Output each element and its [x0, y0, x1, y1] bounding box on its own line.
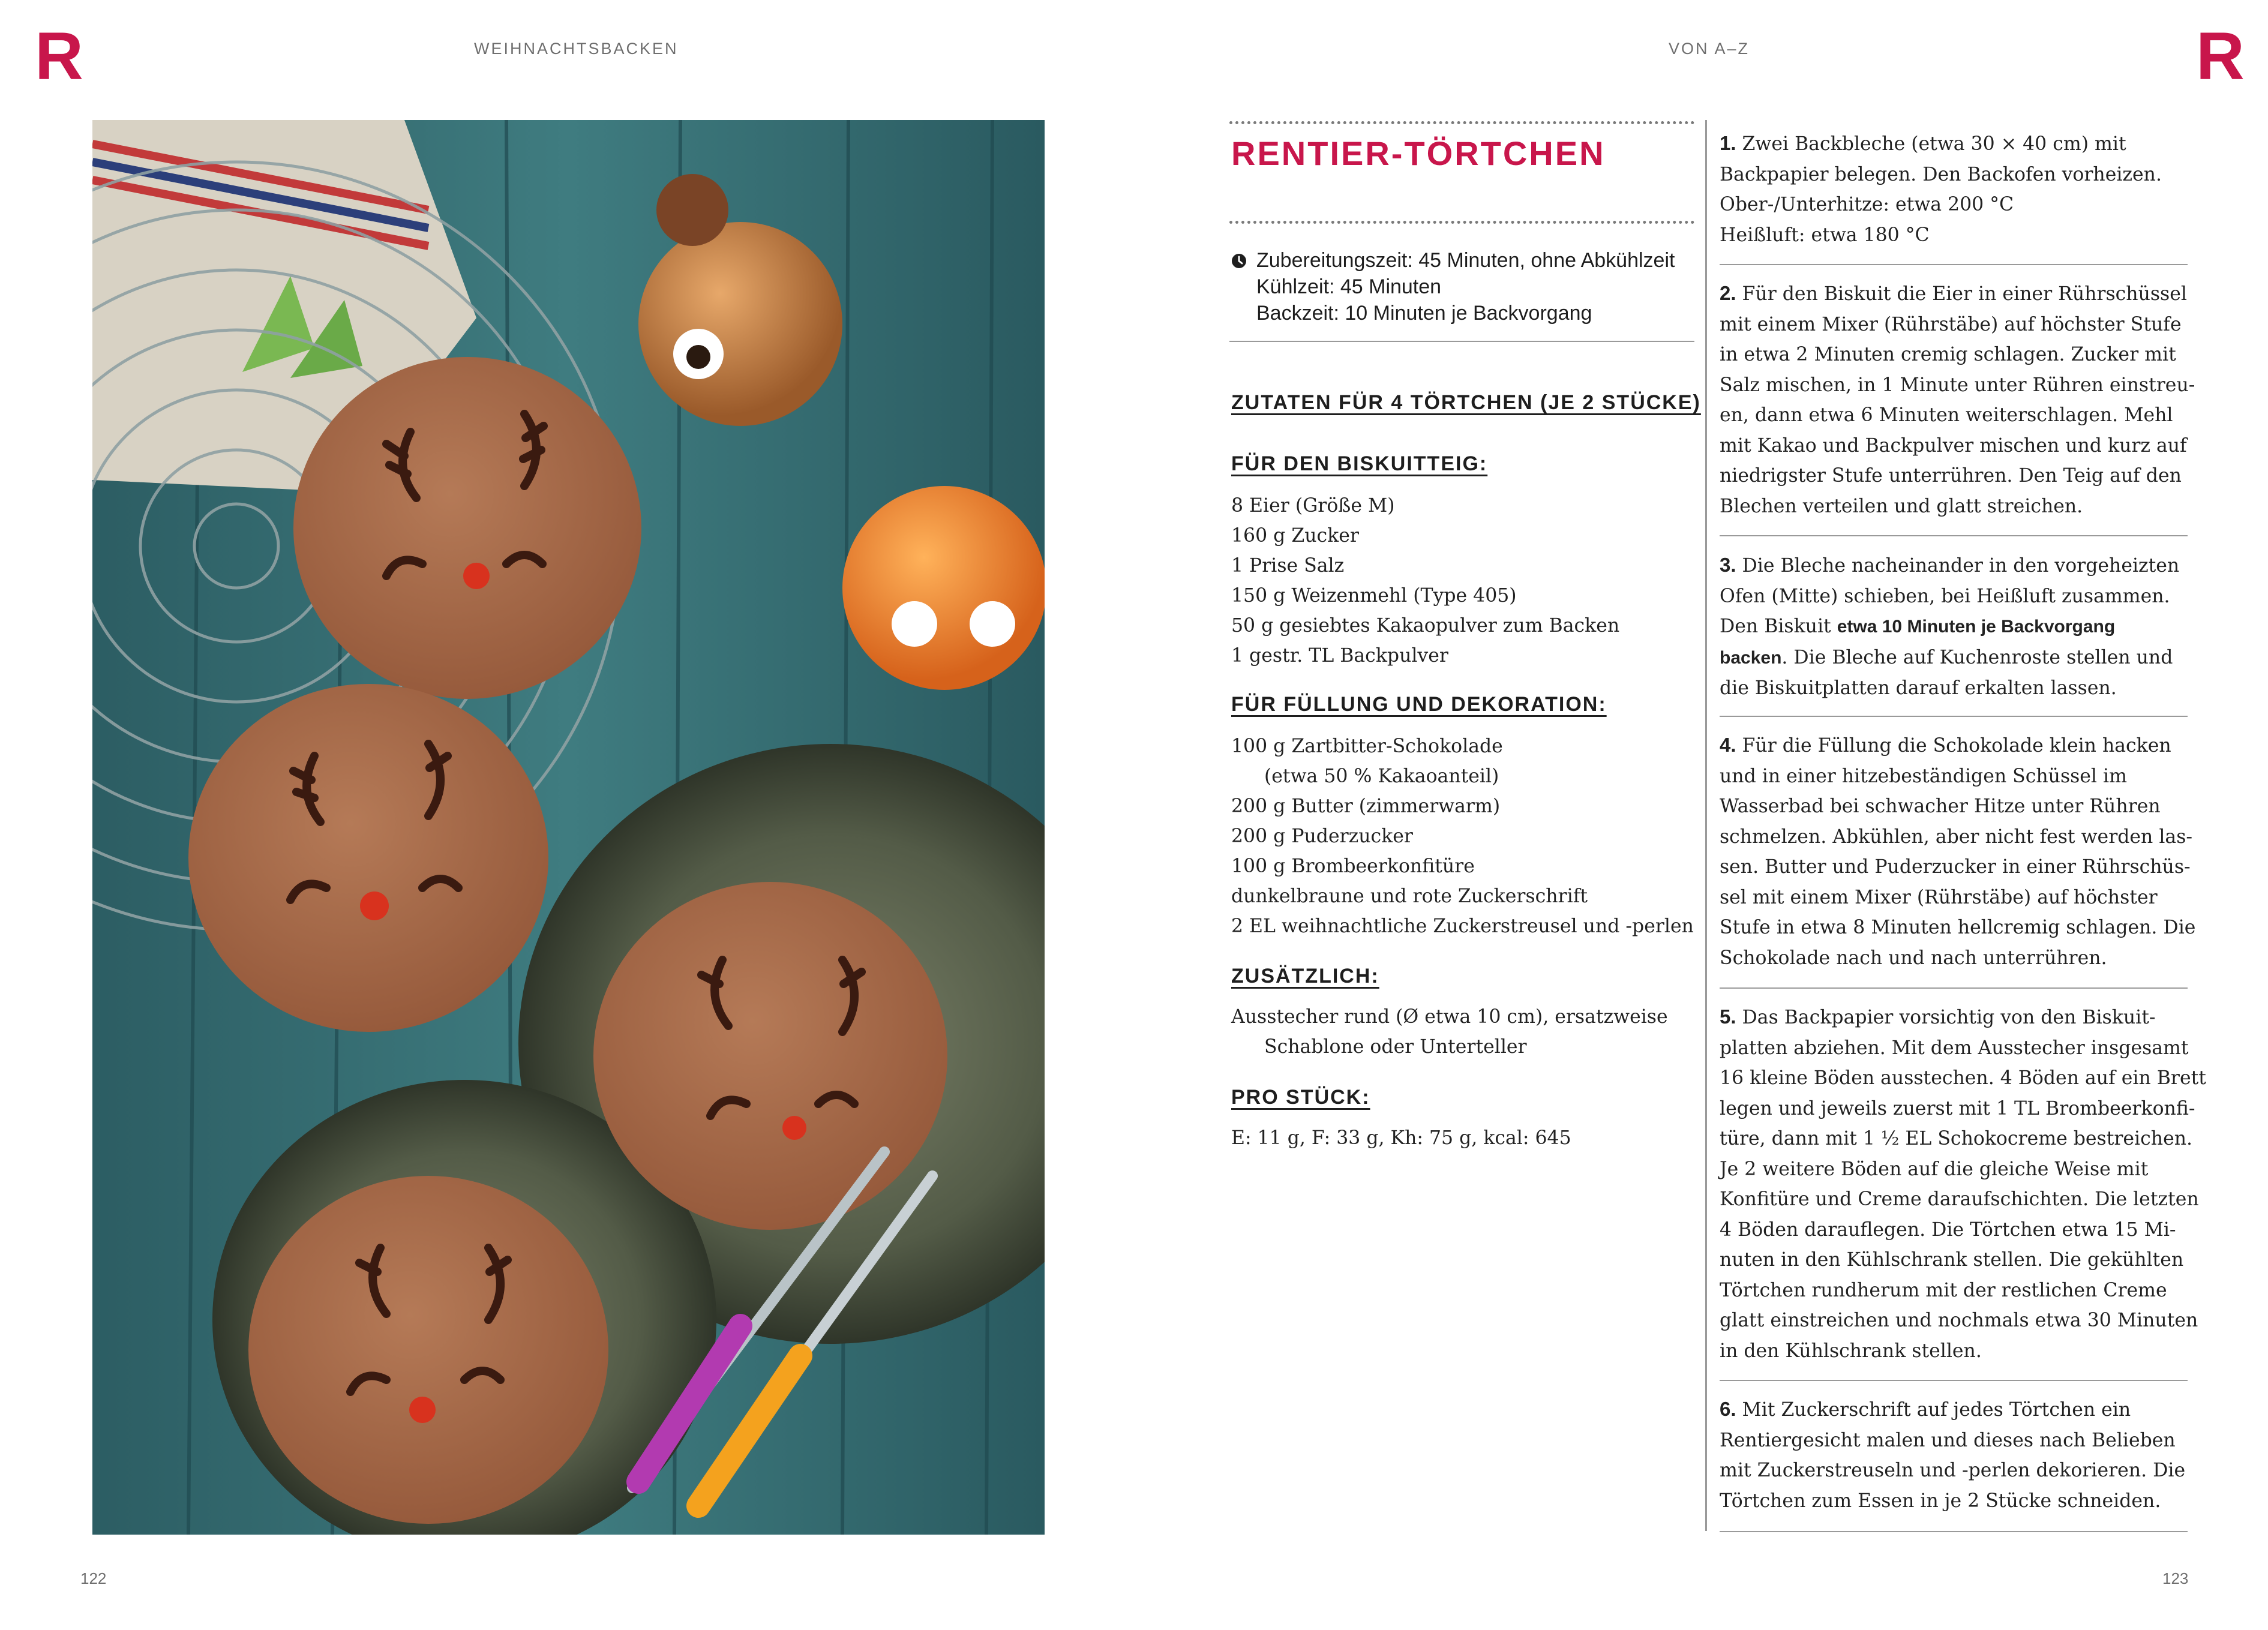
filling-ingredients [1231, 731, 1694, 941]
title-top-dotted-rule [1229, 121, 1694, 124]
step-divider [1720, 535, 2188, 536]
page-number-left: 122 [80, 1569, 107, 1587]
step-divider [1720, 1531, 2188, 1532]
step-text: Wasserbad bei schwacher Hitze unter Rühren [1720, 796, 2161, 817]
section-letter-right: R [2196, 19, 2245, 94]
step-text: niedrigster Stufe unterrühren. Den Teig auf den [1720, 465, 2182, 487]
step-bold-text: backen [1720, 647, 1782, 668]
step-text: Törtchen rundherum mit der restlichen Creme [1720, 1279, 2167, 1301]
step-text: schmelzen. Abkühlen, aber nicht fest werden las- [1720, 825, 2193, 848]
step-text: mit Zuckerstreuseln und -perlen dekorieren. Die [1720, 1460, 2186, 1481]
running-header-left: WEIHNACHTSBACKEN [474, 40, 679, 58]
ingredient-line: 1 Prise Salz [1231, 555, 1345, 577]
step-text: nuten in den Kühlschrank stellen. Die gekühlten [1720, 1249, 2184, 1271]
step-text: Stufe in etwa 8 Minuten hellcremig schlagen. Die [1720, 917, 2196, 938]
step-text: . Die Bleche auf Kuchenroste stellen und [1781, 646, 2173, 668]
step-text: Mit Zuckerschrift auf jedes Törtchen ein [1742, 1399, 2131, 1421]
step-text: Törtchen zum Essen in je 2 Stücke schneiden. [1720, 1490, 2161, 1512]
ingredients-heading: ZUTATEN FÜR 4 TÖRTCHEN (JE 2 STÜCKE) [1231, 391, 1701, 414]
ingredient-line: 150 g Weizenmehl (Type 405) [1231, 585, 1517, 607]
step-2 [1720, 278, 2195, 521]
ingredient-line: 50 g gesiebtes Kakaopulver zum Backen [1231, 615, 1620, 637]
ingredient-line: 8 Eier (Größe M) [1231, 495, 1395, 517]
step-text: legen und jeweils zuerst mit 1 TL Brombeerkonfi- [1720, 1097, 2195, 1119]
ingredient-line: 1 gestr. TL Backpulver [1231, 645, 1448, 667]
step-divider [1720, 264, 2188, 265]
step-text: Blechen verteilen und glatt streichen. [1720, 495, 2083, 517]
ingredient-line: dunkelbraune und rote Zuckerschrift [1231, 885, 1588, 907]
step-number: 6. [1720, 1398, 1736, 1420]
step-text: Schokolade nach und nach unterrühren. [1720, 947, 2107, 969]
ingredient-line: 200 g Puderzucker [1231, 825, 1413, 847]
step-text: 4 Böden darauflegen. Die Törtchen etwa 15 Mi- [1720, 1218, 2176, 1241]
step-text: türe, dann mit 1 ½ EL Schokocreme bestreichen. [1720, 1128, 2193, 1149]
ingredient-line: 100 g Brombeerkonfitüre [1231, 855, 1475, 877]
step-text: en, dann etwa 6 Minuten weiterschlagen. Mehl [1720, 404, 2173, 426]
step-divider [1720, 1380, 2188, 1381]
extra-heading: ZUSÄTZLICH: [1231, 965, 1379, 987]
prep-time: Zubereitungszeit: 45 Minuten, ohne Abkühlzeit [1256, 249, 1675, 272]
nutrition-line: E: 11 g, F: 33 g, Kh: 75 g, kcal: 645 [1231, 1127, 1571, 1149]
step-number: 5. [1720, 1005, 1736, 1028]
step-text: die Biskuitplatten darauf erkalten lassen. [1720, 677, 2117, 699]
step-text: Rentiergesicht malen und dieses nach Belieben [1720, 1429, 2176, 1451]
ingredient-line: 100 g Zartbitter-Schokolade [1231, 736, 1503, 757]
step-text: sen. Butter und Puderzucker in einer Rührschüs- [1720, 856, 2191, 878]
step-6 [1720, 1394, 2188, 1516]
step-text: Heißluft: etwa 180 °C [1720, 224, 1930, 246]
section-letter-left: R [35, 19, 83, 94]
step-text: glatt einstreichen und nochmals etwa 30 Minuten [1720, 1310, 2198, 1331]
dough-heading: FÜR DEN BISKUITTEIG: [1231, 452, 1488, 475]
step-text: platten abziehen. Mit dem Ausstecher insgesamt [1720, 1037, 2189, 1059]
step-text: Konfitüre und Creme daraufschichten. Die letzten [1720, 1188, 2199, 1210]
nutrition-values [1231, 1123, 1571, 1153]
page-number-right: 123 [2162, 1569, 2189, 1587]
step-text: Die Bleche nacheinander in den vorgeheizten [1742, 555, 2180, 577]
column-separator [1705, 120, 1707, 1531]
step-text: Für den Biskuit die Eier in einer Rührschüssel [1742, 283, 2187, 305]
step-text: Ober-/Unterhitze: etwa 200 °C [1720, 194, 2014, 215]
step-divider [1720, 716, 2188, 717]
step-divider [1720, 987, 2188, 989]
nutrition-heading: PRO STÜCK: [1231, 1086, 1370, 1109]
step-3 [1720, 550, 2188, 704]
step-text: Den Biskuit [1720, 616, 1837, 637]
step-text: in etwa 2 Minuten cremig schlagen. Zucker mit [1720, 344, 2176, 365]
step-5 [1720, 1002, 2206, 1366]
step-text: Zwei Backbleche (etwa 30 × 40 cm) mit [1742, 133, 2126, 155]
step-number: 3. [1720, 554, 1736, 576]
extra-items [1231, 1002, 1668, 1062]
cooling-time: Kühlzeit: 45 Minuten [1256, 275, 1442, 298]
step-number: 2. [1720, 282, 1736, 304]
step-text: in den Kühlschrank stellen. [1720, 1340, 1982, 1362]
ingredient-line: 2 EL weihnachtliche Zuckerstreusel und -perlen [1231, 915, 1694, 937]
ingredient-line: 200 g Butter (zimmerwarm) [1231, 796, 1501, 817]
step-text: sel mit einem Mixer (Rührstäbe) auf höchster [1720, 886, 2158, 908]
step-bold-text: etwa 10 Minuten je Backvorgang [1837, 617, 2116, 637]
times-bottom-rule [1229, 341, 1694, 342]
step-number: 4. [1720, 734, 1736, 756]
step-text: Backpapier belegen. Den Backofen vorheizen. [1720, 163, 2162, 185]
recipe-title: RENTIER-TÖRTCHEN [1231, 134, 1606, 172]
step-4 [1720, 730, 2196, 973]
step-number: 1. [1720, 132, 1736, 154]
title-bottom-dotted-rule [1229, 221, 1694, 224]
recipe-times [1231, 247, 1699, 326]
step-text: und in einer hitzebeständigen Schüssel im [1720, 765, 2127, 787]
baking-time: Backzeit: 10 Minuten je Backvorgang [1256, 302, 1592, 325]
running-header-right: VON A–Z [1669, 40, 1750, 58]
step-text: mit Kakao und Backpulver mischen und kurz auf [1720, 434, 2187, 457]
ingredient-line: Ausstecher rund (Ø etwa 10 cm), ersatzweise [1231, 1006, 1668, 1028]
clock-icon [1231, 253, 1247, 269]
step-text: Ofen (Mitte) schieben, bei Heißluft zusammen. [1720, 585, 2170, 607]
step-text: 16 kleine Böden ausstechen. 4 Böden auf ein Brett [1720, 1067, 2206, 1089]
ingredient-line: Schablone oder Unterteller [1264, 1036, 1527, 1058]
ingredient-line: (etwa 50 % Kakaoanteil) [1264, 766, 1499, 787]
step-text: mit einem Mixer (Rührstäbe) auf höchster Stufe [1720, 313, 2182, 335]
step-1 [1720, 128, 2188, 250]
step-text: Je 2 weitere Böden auf die gleiche Weise mit [1720, 1158, 2149, 1180]
step-text: Das Backpapier vorsichtig von den Biskuit- [1742, 1007, 2156, 1028]
filling-heading: FÜR FÜLLUNG UND DEKORATION: [1231, 693, 1607, 716]
recipe-photo [92, 120, 1045, 1535]
step-text: Salz mischen, in 1 Minute unter Rühren einstreu- [1720, 374, 2195, 396]
step-text: Für die Füllung die Schokolade klein hacken [1742, 735, 2171, 757]
ingredient-line: 160 g Zucker [1231, 525, 1359, 547]
dough-ingredients [1231, 491, 1619, 671]
